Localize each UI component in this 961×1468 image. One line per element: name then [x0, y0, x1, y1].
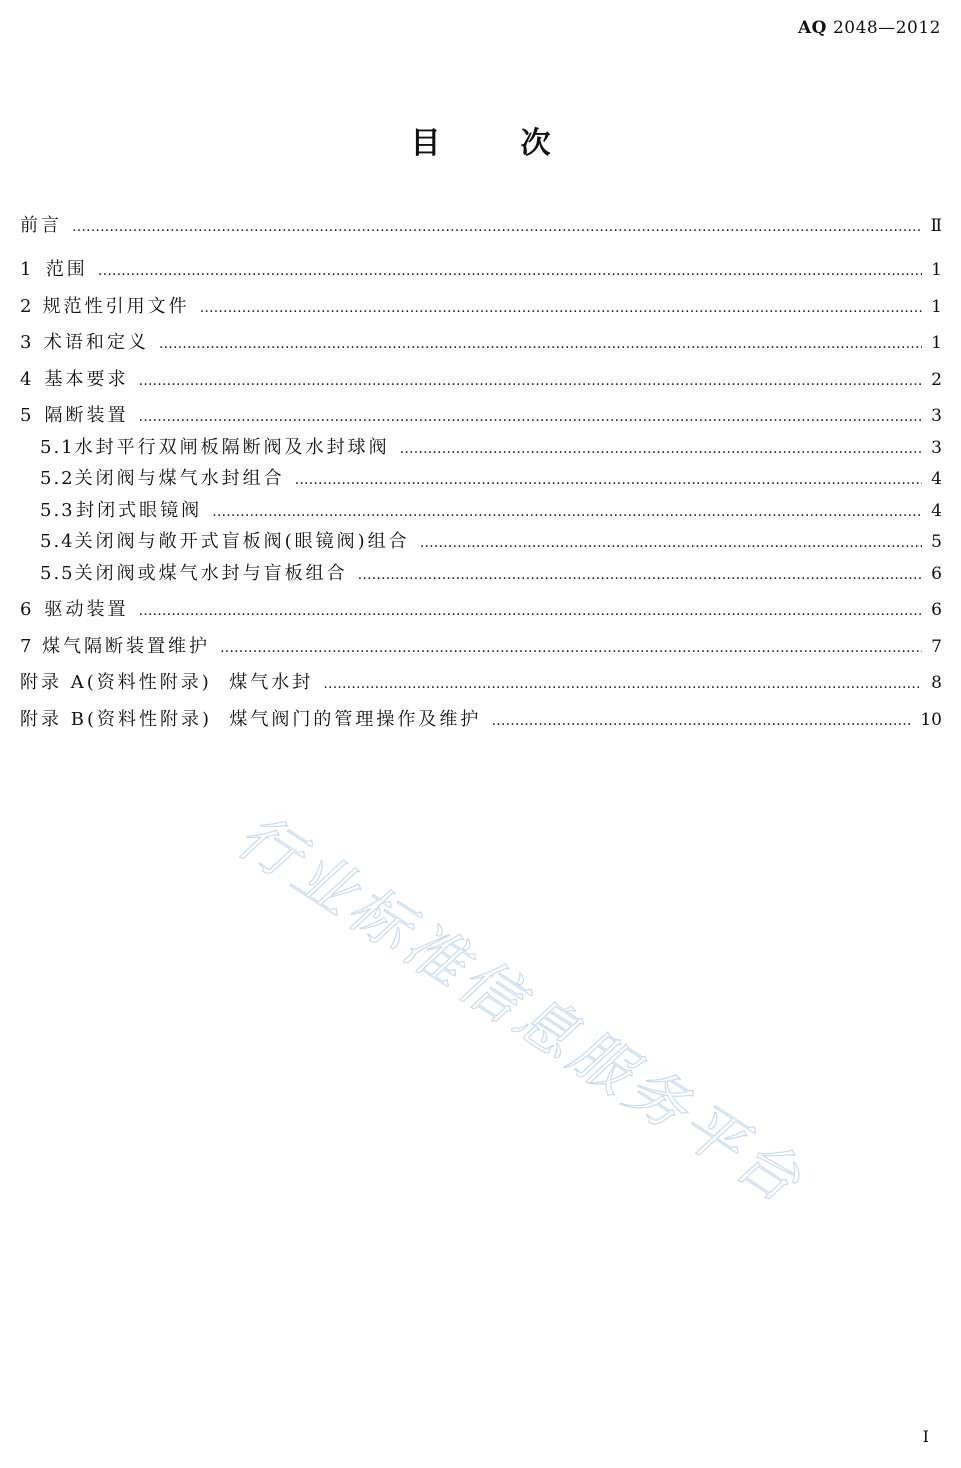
standard-number: 2048—2012: [832, 18, 941, 38]
toc-entry-page: 6: [931, 600, 942, 620]
toc-entry-page: 7: [931, 637, 942, 657]
toc-entry-number: 3: [20, 332, 32, 353]
toc-entry-number: 5.5: [40, 563, 75, 584]
standard-prefix: AQ: [797, 18, 827, 38]
toc-entry-number: 4: [20, 369, 32, 390]
dot-leader: [323, 672, 922, 696]
toc-entry-number: 5.2: [40, 468, 75, 489]
dot-leader: [491, 709, 912, 733]
dot-leader: [358, 563, 922, 587]
toc-entry-page: 10: [920, 710, 942, 730]
dot-leader: [200, 296, 922, 320]
toc-entry-5-1[interactable]: [40, 436, 942, 460]
toc-entry-text: 驱动装置: [44, 599, 129, 620]
title-char-1: 目: [410, 126, 441, 161]
toc-entry-5-5[interactable]: [40, 562, 942, 586]
toc-entry-appendix-a[interactable]: [20, 671, 942, 695]
toc-entry-page: 4: [931, 469, 942, 489]
toc-entry-1[interactable]: [20, 258, 942, 282]
dot-leader: [295, 468, 922, 492]
toc-entry-text: 附录 B(资料性附录) 煤气阀门的管理操作及维护: [20, 709, 482, 730]
dot-leader: [72, 215, 922, 239]
toc-entry-page: 3: [931, 438, 942, 458]
toc-entry-4[interactable]: [20, 368, 942, 392]
toc-entry-text: 规范性引用文件: [42, 296, 190, 317]
toc-entry-page: 6: [931, 564, 942, 584]
toc-entry-text: 水封平行双闸板隔断阀及水封球阀: [74, 437, 390, 458]
toc-entry-appendix-b[interactable]: [20, 708, 942, 732]
toc-entry-5[interactable]: [20, 404, 942, 428]
title-char-2: 次: [520, 126, 551, 161]
toc-entry-foreword[interactable]: [20, 214, 942, 238]
toc-entry-6[interactable]: [20, 598, 942, 622]
toc-entry-page: 1: [931, 260, 942, 280]
toc-entry-number: 5.1: [40, 437, 75, 458]
toc-entry-5-4[interactable]: [40, 530, 942, 554]
toc-entry-text: 基本要求: [44, 369, 129, 390]
toc-entry-page: 1: [931, 297, 942, 317]
dot-leader: [139, 405, 922, 429]
toc-entry-2[interactable]: [20, 295, 942, 319]
watermark: 行业标准信息服务平台: [224, 800, 817, 1220]
toc-entry-number: 7: [20, 636, 32, 657]
dot-leader: [220, 636, 922, 660]
page-title: [0, 118, 961, 162]
dot-leader: [98, 259, 922, 283]
toc-entry-page: 1: [931, 333, 942, 353]
toc-entry-text: 范围: [45, 259, 88, 280]
dot-leader: [212, 500, 922, 524]
toc-entry-text: 关闭阀与敞开式盲板阀(眼镜阀)组合: [74, 531, 410, 552]
toc-entry-page: 3: [931, 406, 942, 426]
toc-entry-text: 术语和定义: [43, 332, 149, 353]
toc-entry-page: 4: [931, 501, 942, 521]
dot-leader: [139, 369, 922, 393]
standard-code: [798, 18, 941, 38]
toc-entry-text: 附录 A(资料性附录) 煤气水封: [20, 672, 314, 693]
toc-entry-5-2[interactable]: [40, 467, 942, 491]
toc-entry-number: 5.4: [40, 531, 75, 552]
toc-entry-number: 5.3: [40, 500, 75, 521]
dot-leader: [400, 437, 922, 461]
toc-entry-text: 前言: [20, 215, 62, 236]
toc-entry-number: 1: [20, 259, 32, 280]
dot-leader: [139, 599, 922, 623]
toc-entry-text: 隔断装置: [44, 405, 129, 426]
page-number: Ⅰ: [922, 1427, 929, 1446]
toc-entry-text: 关闭阀与煤气水封组合: [74, 468, 285, 489]
dot-leader: [159, 332, 922, 356]
toc-entry-5-3[interactable]: [40, 499, 942, 523]
toc-entry-page: 2: [931, 370, 942, 390]
toc-entry-text: 煤气隔断装置维护: [41, 636, 210, 657]
toc-entry-number: 2: [20, 296, 32, 317]
toc-entry-3[interactable]: [20, 331, 942, 355]
toc-entry-number: 6: [20, 599, 32, 620]
toc-entry-page: 5: [931, 532, 942, 552]
toc-entry-page: 8: [931, 673, 942, 693]
toc-entry-7[interactable]: [20, 635, 942, 659]
toc-entry-number: 5: [20, 405, 32, 426]
dot-leader: [420, 531, 922, 555]
toc-entry-text: 封闭式眼镜阀: [76, 500, 203, 521]
toc-entry-page: Ⅱ: [930, 216, 942, 236]
toc-entry-text: 关闭阀或煤气水封与盲板组合: [74, 563, 348, 584]
